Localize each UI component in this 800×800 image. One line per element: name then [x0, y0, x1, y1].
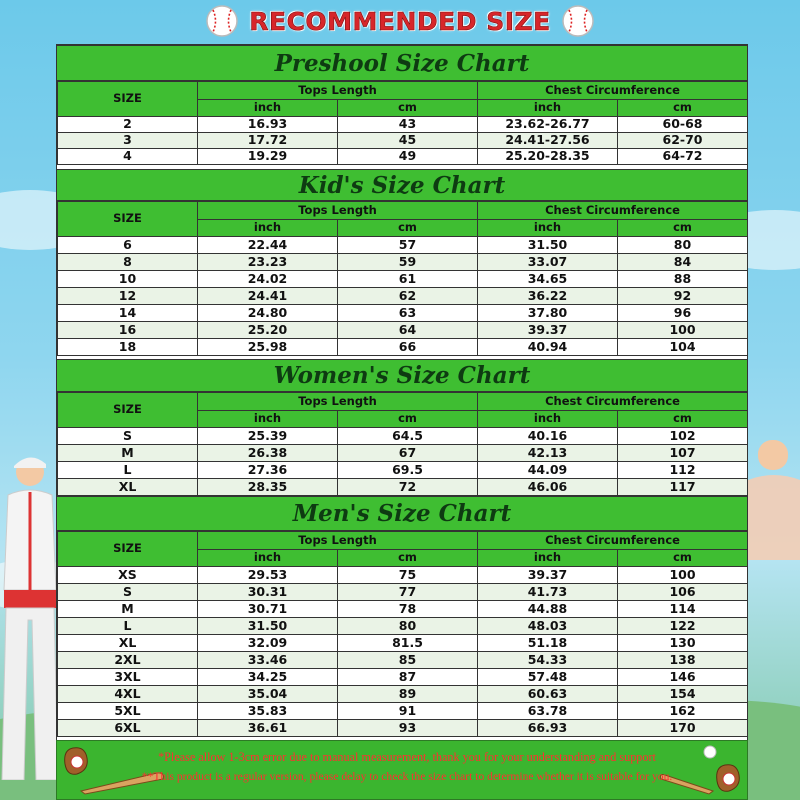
size-cell: 5XL: [58, 703, 198, 720]
table-row: [58, 618, 748, 635]
value-cell: 63.78: [478, 703, 618, 720]
value-cell: 66.93: [478, 720, 618, 737]
value-cell: 54.33: [478, 652, 618, 669]
table-row: [58, 445, 748, 462]
value-cell: 78: [338, 601, 478, 618]
size-cell: XL: [58, 479, 198, 496]
value-cell: 40.94: [478, 339, 618, 356]
size-table-women: [57, 392, 748, 496]
table-row: [58, 237, 748, 254]
table-row: [58, 567, 748, 584]
value-cell: 45: [338, 133, 478, 149]
value-cell: 162: [618, 703, 748, 720]
value-cell: 22.44: [198, 237, 338, 254]
size-cell: 12: [58, 288, 198, 305]
column-header-chest: Chest Circumference: [478, 532, 748, 550]
table-row: [58, 703, 748, 720]
table-row: [58, 271, 748, 288]
value-cell: 25.20: [198, 322, 338, 339]
section-header-women: [57, 359, 747, 392]
column-header-cm: cm: [338, 220, 478, 237]
size-cell: 18: [58, 339, 198, 356]
section-header-preschool: [57, 45, 747, 81]
size-cell: S: [58, 428, 198, 445]
value-cell: 89: [338, 686, 478, 703]
table-row: [58, 635, 748, 652]
value-cell: 34.25: [198, 669, 338, 686]
size-cell: 6XL: [58, 720, 198, 737]
column-header-tops-length: Tops Length: [198, 82, 478, 100]
section-title: Women's Size Chart: [273, 362, 531, 389]
value-cell: 62-70: [618, 133, 748, 149]
value-cell: 117: [618, 479, 748, 496]
value-cell: 26.38: [198, 445, 338, 462]
size-cell: XS: [58, 567, 198, 584]
baseball-player-illustration: [0, 450, 60, 780]
value-cell: 102: [618, 428, 748, 445]
table-row: [58, 720, 748, 737]
value-cell: 49: [338, 149, 478, 165]
value-cell: 24.41: [198, 288, 338, 305]
value-cell: 62: [338, 288, 478, 305]
value-cell: 93: [338, 720, 478, 737]
table-row: [58, 669, 748, 686]
size-cell: 8: [58, 254, 198, 271]
table-row: [58, 288, 748, 305]
column-header-inch: inch: [478, 411, 618, 428]
table-row: [58, 133, 748, 149]
value-cell: 41.73: [478, 584, 618, 601]
size-cell: 4XL: [58, 686, 198, 703]
section-title: Kid's Size Chart: [298, 171, 506, 199]
value-cell: 40.16: [478, 428, 618, 445]
value-cell: 114: [618, 601, 748, 618]
value-cell: 35.83: [198, 703, 338, 720]
value-cell: 63: [338, 305, 478, 322]
size-cell: 3: [58, 133, 198, 149]
value-cell: 19.29: [198, 149, 338, 165]
column-header-size: SIZE: [58, 532, 198, 567]
size-cell: S: [58, 584, 198, 601]
value-cell: 33.46: [198, 652, 338, 669]
value-cell: 57: [338, 237, 478, 254]
size-table-kids: [57, 201, 748, 356]
page-title: RECOMMENDED SIZE: [249, 6, 551, 36]
table-row: [58, 149, 748, 165]
column-header-cm: cm: [338, 411, 478, 428]
value-cell: 87: [338, 669, 478, 686]
value-cell: 84: [618, 254, 748, 271]
value-cell: 107: [618, 445, 748, 462]
value-cell: 24.41-27.56: [478, 133, 618, 149]
size-cell: 14: [58, 305, 198, 322]
size-cell: L: [58, 618, 198, 635]
value-cell: 36.22: [478, 288, 618, 305]
size-cell: L: [58, 462, 198, 479]
value-cell: 24.02: [198, 271, 338, 288]
value-cell: 146: [618, 669, 748, 686]
column-header-cm: cm: [338, 550, 478, 567]
value-cell: 138: [618, 652, 748, 669]
column-header-inch: inch: [198, 220, 338, 237]
footer-note-1: *Please allow 1-3cm error due to manual measurement, thank you for your understanding and support: [158, 750, 656, 764]
value-cell: 104: [618, 339, 748, 356]
value-cell: 57.48: [478, 669, 618, 686]
value-cell: 100: [618, 567, 748, 584]
size-cell: M: [58, 445, 198, 462]
column-header-chest: Chest Circumference: [478, 393, 748, 411]
value-cell: 64: [338, 322, 478, 339]
value-cell: 34.65: [478, 271, 618, 288]
size-chart-panel: [56, 44, 748, 752]
size-cell: 10: [58, 271, 198, 288]
value-cell: 66: [338, 339, 478, 356]
column-header-size: SIZE: [58, 82, 198, 117]
value-cell: 92: [618, 288, 748, 305]
size-cell: XL: [58, 635, 198, 652]
value-cell: 154: [618, 686, 748, 703]
value-cell: 112: [618, 462, 748, 479]
value-cell: 67: [338, 445, 478, 462]
column-header-cm: cm: [618, 100, 748, 117]
value-cell: 61: [338, 271, 478, 288]
value-cell: 33.07: [478, 254, 618, 271]
value-cell: 42.13: [478, 445, 618, 462]
value-cell: 69.5: [338, 462, 478, 479]
size-cell: 2: [58, 117, 198, 133]
value-cell: 39.37: [478, 567, 618, 584]
table-row: [58, 428, 748, 445]
table-row: [58, 117, 748, 133]
value-cell: 43: [338, 117, 478, 133]
table-row: [58, 462, 748, 479]
column-header-tops-length: Tops Length: [198, 532, 478, 550]
value-cell: 31.50: [478, 237, 618, 254]
value-cell: 30.71: [198, 601, 338, 618]
size-table-men: [57, 531, 748, 737]
value-cell: 46.06: [478, 479, 618, 496]
column-header-inch: inch: [198, 550, 338, 567]
value-cell: 16.93: [198, 117, 338, 133]
column-header-chest: Chest Circumference: [478, 202, 748, 220]
table-row: [58, 601, 748, 618]
table-row: [58, 305, 748, 322]
value-cell: 25.39: [198, 428, 338, 445]
value-cell: 25.20-28.35: [478, 149, 618, 165]
value-cell: 88: [618, 271, 748, 288]
column-header-inch: inch: [478, 550, 618, 567]
value-cell: 29.53: [198, 567, 338, 584]
size-cell: 4: [58, 149, 198, 165]
value-cell: 60-68: [618, 117, 748, 133]
column-header-cm: cm: [618, 550, 748, 567]
column-header-cm: cm: [618, 220, 748, 237]
section-header-kids: [57, 169, 747, 201]
column-header-inch: inch: [478, 100, 618, 117]
value-cell: 170: [618, 720, 748, 737]
value-cell: 23.62-26.77: [478, 117, 618, 133]
size-cell: 6: [58, 237, 198, 254]
value-cell: 100: [618, 322, 748, 339]
value-cell: 77: [338, 584, 478, 601]
value-cell: 28.35: [198, 479, 338, 496]
column-header-inch: inch: [478, 220, 618, 237]
value-cell: 85: [338, 652, 478, 669]
value-cell: 75: [338, 567, 478, 584]
value-cell: 51.18: [478, 635, 618, 652]
table-row: [58, 584, 748, 601]
value-cell: 44.88: [478, 601, 618, 618]
banner: [0, 0, 800, 42]
value-cell: 72: [338, 479, 478, 496]
value-cell: 130: [618, 635, 748, 652]
size-cell: 2XL: [58, 652, 198, 669]
value-cell: 30.31: [198, 584, 338, 601]
value-cell: 96: [618, 305, 748, 322]
table-row: [58, 254, 748, 271]
value-cell: 35.04: [198, 686, 338, 703]
baseball-player-illustration: [748, 440, 800, 600]
section-title: Preshool Size Chart: [274, 49, 530, 77]
table-row: [58, 479, 748, 496]
column-header-chest: Chest Circumference: [478, 82, 748, 100]
value-cell: 64.5: [338, 428, 478, 445]
value-cell: 27.36: [198, 462, 338, 479]
column-header-inch: inch: [198, 100, 338, 117]
table-row: [58, 652, 748, 669]
value-cell: 17.72: [198, 133, 338, 149]
table-row: [58, 686, 748, 703]
value-cell: 36.61: [198, 720, 338, 737]
column-header-tops-length: Tops Length: [198, 393, 478, 411]
size-cell: 3XL: [58, 669, 198, 686]
value-cell: 91: [338, 703, 478, 720]
column-header-cm: cm: [338, 100, 478, 117]
section-title: Men's Size Chart: [292, 500, 512, 527]
value-cell: 60.63: [478, 686, 618, 703]
baseball-icon: [561, 4, 595, 38]
value-cell: 31.50: [198, 618, 338, 635]
size-cell: M: [58, 601, 198, 618]
size-cell: 16: [58, 322, 198, 339]
value-cell: 23.23: [198, 254, 338, 271]
column-header-cm: cm: [618, 411, 748, 428]
value-cell: 37.80: [478, 305, 618, 322]
value-cell: 64-72: [618, 149, 748, 165]
value-cell: 106: [618, 584, 748, 601]
column-header-inch: inch: [198, 411, 338, 428]
column-header-size: SIZE: [58, 202, 198, 237]
section-header-men: [57, 496, 747, 531]
baseball-icon: [205, 4, 239, 38]
value-cell: 80: [618, 237, 748, 254]
size-table-preschool: [57, 81, 748, 165]
column-header-size: SIZE: [58, 393, 198, 428]
value-cell: 24.80: [198, 305, 338, 322]
value-cell: 81.5: [338, 635, 478, 652]
column-header-tops-length: Tops Length: [198, 202, 478, 220]
table-row: [58, 339, 748, 356]
value-cell: 48.03: [478, 618, 618, 635]
footer-note-2: **This product is a regular version, please delay to check the size chart to determine whether it is suitable for you.: [141, 770, 673, 783]
value-cell: 59: [338, 254, 478, 271]
footer-notes: [56, 740, 748, 800]
table-row: [58, 322, 748, 339]
value-cell: 44.09: [478, 462, 618, 479]
value-cell: 25.98: [198, 339, 338, 356]
value-cell: 39.37: [478, 322, 618, 339]
value-cell: 80: [338, 618, 478, 635]
value-cell: 32.09: [198, 635, 338, 652]
value-cell: 122: [618, 618, 748, 635]
